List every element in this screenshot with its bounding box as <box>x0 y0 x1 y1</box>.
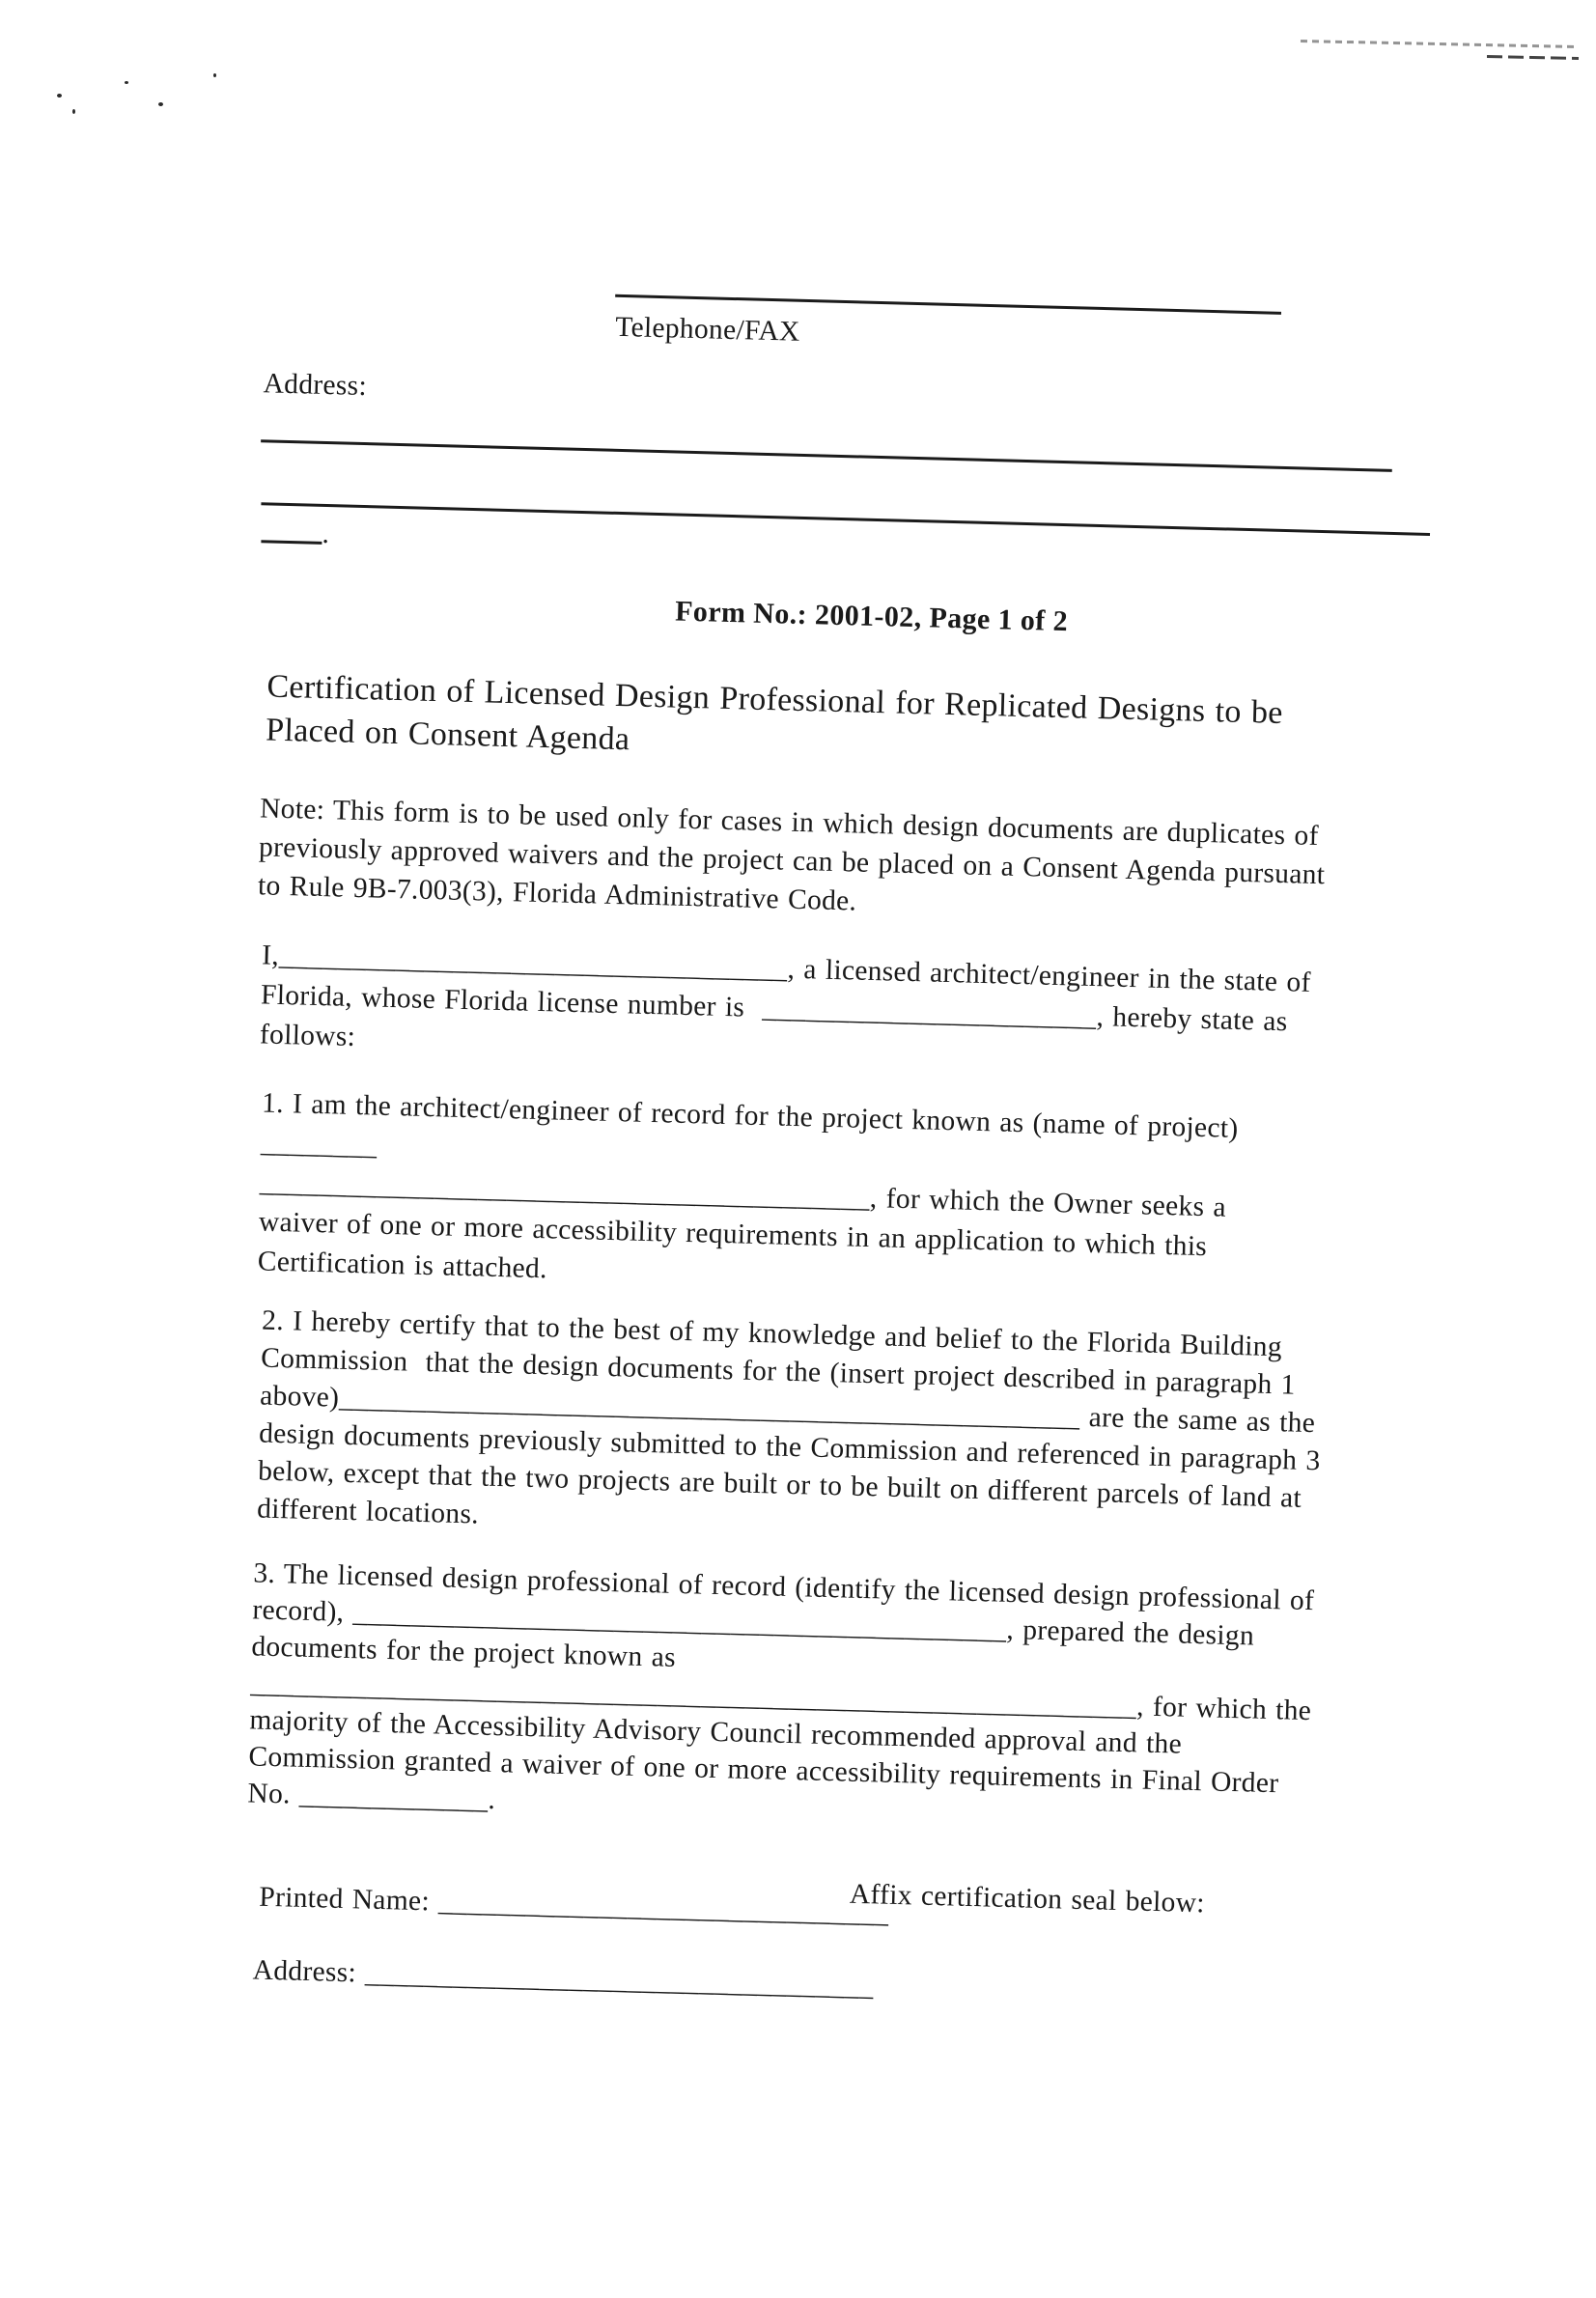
paragraph-2: 2. I hereby certify that to the best of my knowledge and belief to the Florida Building Commission that the design documents for the (insert project described in paragraph 1 above)___________________________________________________ are the same as the design documents previously submitted to the Commission and referenced in paragraph 3 below, except that the two projects are built or to be built on different parcels of land at different locations. <box>256 1304 1321 1530</box>
form-number-heading: Form No.: 2001-02, Page 1 of 2 <box>674 595 1069 638</box>
footer-address-row <box>217 1922 875 2035</box>
address-label: Address: <box>263 368 368 403</box>
address-short-line <box>261 540 322 545</box>
document-title: Certification of Licensed Design Professional for Replicated Designs to be Placed on Consent Agenda <box>265 668 1284 758</box>
short-line-period: . <box>322 518 330 550</box>
printed-name-label: Printed Name: <box>258 1881 439 1918</box>
address-line-1 <box>261 439 1392 472</box>
affix-seal-label: Affix certification seal below: <box>849 1878 1206 1920</box>
telephone-fax-line <box>615 294 1281 315</box>
paragraph-3: 3. The licensed design professional of record (identify the licensed design professional of record), _____________________________________________, prepared the design documents for the project known as _____________________________________________________________, for which the majority of the Accessibility Advisory Council recommended approval and the Commission granted a waiver of one or more accessibility requirements in Final Order No. _____________. <box>247 1557 1315 1816</box>
note-paragraph: Note: This form is to be used only for cases in which design documents are duplicates of previously approved waivers and the project can be placed on a Consent Agenda pursuant to Rule 9B-7.003(3), Florida Administrative Code. <box>257 793 1326 917</box>
footer-address-blank-line: ___________________________________ <box>364 1957 875 2003</box>
intro-paragraph: I,___________________________________, a licensed architect/engineer in the state of Florida, whose Florida license number is _______________________, hereby state as follows: <box>259 939 1312 1052</box>
paragraph-1: 1. I am the architect/engineer of record for the project known as (name of project) ________ __________________________________________, for which the Owner seeks a waiver of one or more accessibility requirements in an application to which this Certification is attached. <box>257 1087 1239 1285</box>
address-short-line-row <box>261 517 330 550</box>
address-line-2 <box>261 502 1430 536</box>
telephone-fax-label: Telephone/FAX <box>614 311 801 348</box>
printed-name-blank-line: _______________________________ <box>437 1886 889 1929</box>
footer-address-label: Address: <box>252 1954 366 1989</box>
